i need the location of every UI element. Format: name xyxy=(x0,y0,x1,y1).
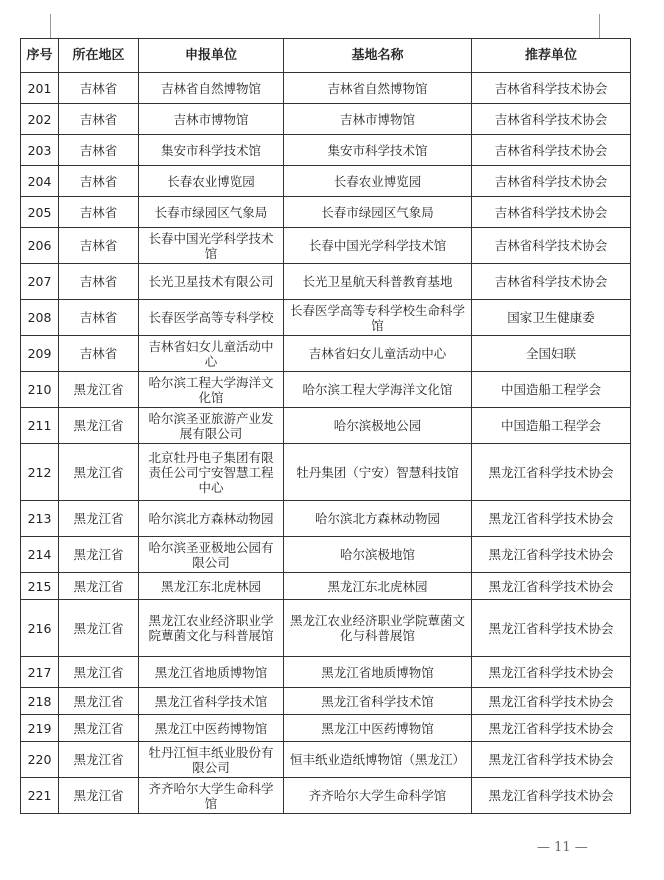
cell-applicant: 哈尔滨圣亚极地公园有限公司 xyxy=(139,537,284,573)
cell-serial: 207 xyxy=(21,264,59,300)
cell-base-name: 恒丰纸业造纸博物馆（黑龙江） xyxy=(284,742,472,778)
cell-region: 吉林省 xyxy=(59,166,139,197)
cell-serial: 201 xyxy=(21,73,59,104)
cell-region: 吉林省 xyxy=(59,336,139,372)
cell-recommender: 黑龙江省科学技术协会 xyxy=(472,501,631,537)
cell-applicant: 长春市绿园区气象局 xyxy=(139,197,284,228)
cell-applicant: 长光卫星技术有限公司 xyxy=(139,264,284,300)
cell-applicant: 黑龙江省科学技术馆 xyxy=(139,688,284,715)
cell-recommender: 中国造船工程学会 xyxy=(472,408,631,444)
cell-recommender: 中国造船工程学会 xyxy=(472,372,631,408)
cell-base-name: 黑龙江省科学技术馆 xyxy=(284,688,472,715)
header-region: 所在地区 xyxy=(59,39,139,73)
cell-recommender: 黑龙江省科学技术协会 xyxy=(472,573,631,600)
table-row xyxy=(21,166,631,197)
cell-serial: 214 xyxy=(21,537,59,573)
cell-region: 黑龙江省 xyxy=(59,688,139,715)
cell-base-name: 长春市绿园区气象局 xyxy=(284,197,472,228)
cell-applicant: 黑龙江东北虎林园 xyxy=(139,573,284,600)
cell-applicant: 长春农业博览园 xyxy=(139,166,284,197)
cell-recommender: 黑龙江省科学技术协会 xyxy=(472,778,631,814)
table-header-row xyxy=(21,39,631,73)
table-row xyxy=(21,688,631,715)
cell-region: 吉林省 xyxy=(59,197,139,228)
cell-serial: 202 xyxy=(21,104,59,135)
cell-serial: 219 xyxy=(21,715,59,742)
header-applicant: 申报单位 xyxy=(139,39,284,73)
cell-base-name: 哈尔滨北方森林动物园 xyxy=(284,501,472,537)
cell-recommender: 黑龙江省科学技术协会 xyxy=(472,715,631,742)
cell-serial: 206 xyxy=(21,228,59,264)
cell-recommender: 黑龙江省科学技术协会 xyxy=(472,600,631,657)
table-row xyxy=(21,197,631,228)
cell-serial: 205 xyxy=(21,197,59,228)
cell-region: 黑龙江省 xyxy=(59,408,139,444)
table-row xyxy=(21,104,631,135)
cell-recommender: 吉林省科学技术协会 xyxy=(472,104,631,135)
table-row xyxy=(21,657,631,688)
cell-base-name: 哈尔滨工程大学海洋文化馆 xyxy=(284,372,472,408)
cell-applicant: 哈尔滨工程大学海洋文化馆 xyxy=(139,372,284,408)
cell-base-name: 集安市科学技术馆 xyxy=(284,135,472,166)
cell-region: 吉林省 xyxy=(59,73,139,104)
cell-serial: 216 xyxy=(21,600,59,657)
cell-base-name: 牡丹集团（宁安）智慧科技馆 xyxy=(284,444,472,501)
table-row xyxy=(21,135,631,166)
cell-base-name: 黑龙江中医药博物馆 xyxy=(284,715,472,742)
cell-recommender: 吉林省科学技术协会 xyxy=(472,135,631,166)
cell-applicant: 集安市科学技术馆 xyxy=(139,135,284,166)
table-row xyxy=(21,444,631,501)
cell-applicant: 长春中国光学科学技术馆 xyxy=(139,228,284,264)
cell-region: 吉林省 xyxy=(59,228,139,264)
cell-region: 吉林省 xyxy=(59,135,139,166)
cell-region: 黑龙江省 xyxy=(59,715,139,742)
table-row xyxy=(21,537,631,573)
crop-mark-right xyxy=(599,14,600,38)
cell-base-name: 哈尔滨极地公园 xyxy=(284,408,472,444)
table-row xyxy=(21,264,631,300)
cell-serial: 218 xyxy=(21,688,59,715)
cell-region: 黑龙江省 xyxy=(59,573,139,600)
cell-base-name: 齐齐哈尔大学生命科学馆 xyxy=(284,778,472,814)
cell-serial: 213 xyxy=(21,501,59,537)
table-row xyxy=(21,372,631,408)
cell-base-name: 长春中国光学科学技术馆 xyxy=(284,228,472,264)
cell-region: 吉林省 xyxy=(59,300,139,336)
cell-serial: 211 xyxy=(21,408,59,444)
cell-region: 吉林省 xyxy=(59,104,139,135)
cell-recommender: 吉林省科学技术协会 xyxy=(472,73,631,104)
cell-base-name: 黑龙江农业经济职业学院蕈菌文化与科普展馆 xyxy=(284,600,472,657)
cell-applicant: 黑龙江省地质博物馆 xyxy=(139,657,284,688)
cell-region: 吉林省 xyxy=(59,264,139,300)
cell-base-name: 吉林省自然博物馆 xyxy=(284,73,472,104)
cell-serial: 209 xyxy=(21,336,59,372)
cell-base-name: 吉林省妇女儿童活动中心 xyxy=(284,336,472,372)
cell-serial: 208 xyxy=(21,300,59,336)
cell-applicant: 哈尔滨圣亚旅游产业发展有限公司 xyxy=(139,408,284,444)
table-row xyxy=(21,573,631,600)
cell-region: 黑龙江省 xyxy=(59,444,139,501)
table-row xyxy=(21,600,631,657)
cell-region: 黑龙江省 xyxy=(59,600,139,657)
cell-recommender: 吉林省科学技术协会 xyxy=(472,264,631,300)
cell-recommender: 国家卫生健康委 xyxy=(472,300,631,336)
cell-base-name: 长春医学高等专科学校生命科学馆 xyxy=(284,300,472,336)
table-row xyxy=(21,742,631,778)
header-base-name: 基地名称 xyxy=(284,39,472,73)
cell-region: 黑龙江省 xyxy=(59,501,139,537)
cell-applicant: 牡丹江恒丰纸业股份有限公司 xyxy=(139,742,284,778)
cell-serial: 212 xyxy=(21,444,59,501)
cell-region: 黑龙江省 xyxy=(59,537,139,573)
cell-recommender: 黑龙江省科学技术协会 xyxy=(472,444,631,501)
cell-region: 黑龙江省 xyxy=(59,657,139,688)
cell-base-name: 吉林市博物馆 xyxy=(284,104,472,135)
table-row xyxy=(21,300,631,336)
cell-base-name: 黑龙江东北虎林园 xyxy=(284,573,472,600)
page-number: — 11 — xyxy=(537,840,588,855)
cell-serial: 221 xyxy=(21,778,59,814)
crop-mark-left xyxy=(50,14,51,38)
cell-applicant: 哈尔滨北方森林动物园 xyxy=(139,501,284,537)
cell-serial: 210 xyxy=(21,372,59,408)
header-serial: 序号 xyxy=(21,39,59,73)
table-row xyxy=(21,228,631,264)
cell-base-name: 长春农业博览园 xyxy=(284,166,472,197)
cell-base-name: 长光卫星航天科普教育基地 xyxy=(284,264,472,300)
table-row xyxy=(21,336,631,372)
cell-base-name: 黑龙江省地质博物馆 xyxy=(284,657,472,688)
cell-serial: 204 xyxy=(21,166,59,197)
cell-applicant: 黑龙江农业经济职业学院蕈菌文化与科普展馆 xyxy=(139,600,284,657)
cell-applicant: 黑龙江中医药博物馆 xyxy=(139,715,284,742)
cell-recommender: 吉林省科学技术协会 xyxy=(472,228,631,264)
table-row xyxy=(21,778,631,814)
cell-base-name: 哈尔滨极地馆 xyxy=(284,537,472,573)
cell-applicant: 吉林市博物馆 xyxy=(139,104,284,135)
base-list-table xyxy=(20,38,631,814)
cell-applicant: 齐齐哈尔大学生命科学馆 xyxy=(139,778,284,814)
cell-recommender: 黑龙江省科学技术协会 xyxy=(472,688,631,715)
cell-serial: 203 xyxy=(21,135,59,166)
cell-recommender: 吉林省科学技术协会 xyxy=(472,197,631,228)
cell-recommender: 黑龙江省科学技术协会 xyxy=(472,657,631,688)
cell-applicant: 长春医学高等专科学校 xyxy=(139,300,284,336)
cell-serial: 217 xyxy=(21,657,59,688)
cell-recommender: 黑龙江省科学技术协会 xyxy=(472,742,631,778)
table-row xyxy=(21,408,631,444)
cell-recommender: 黑龙江省科学技术协会 xyxy=(472,537,631,573)
cell-recommender: 全国妇联 xyxy=(472,336,631,372)
cell-applicant: 吉林省自然博物馆 xyxy=(139,73,284,104)
cell-region: 黑龙江省 xyxy=(59,372,139,408)
cell-applicant: 北京牡丹电子集团有限责任公司宁安智慧工程中心 xyxy=(139,444,284,501)
table-row xyxy=(21,501,631,537)
header-recommender: 推荐单位 xyxy=(472,39,631,73)
table-row xyxy=(21,73,631,104)
cell-recommender: 吉林省科学技术协会 xyxy=(472,166,631,197)
cell-serial: 215 xyxy=(21,573,59,600)
cell-serial: 220 xyxy=(21,742,59,778)
cell-applicant: 吉林省妇女儿童活动中心 xyxy=(139,336,284,372)
cell-region: 黑龙江省 xyxy=(59,778,139,814)
cell-region: 黑龙江省 xyxy=(59,742,139,778)
table-row xyxy=(21,715,631,742)
